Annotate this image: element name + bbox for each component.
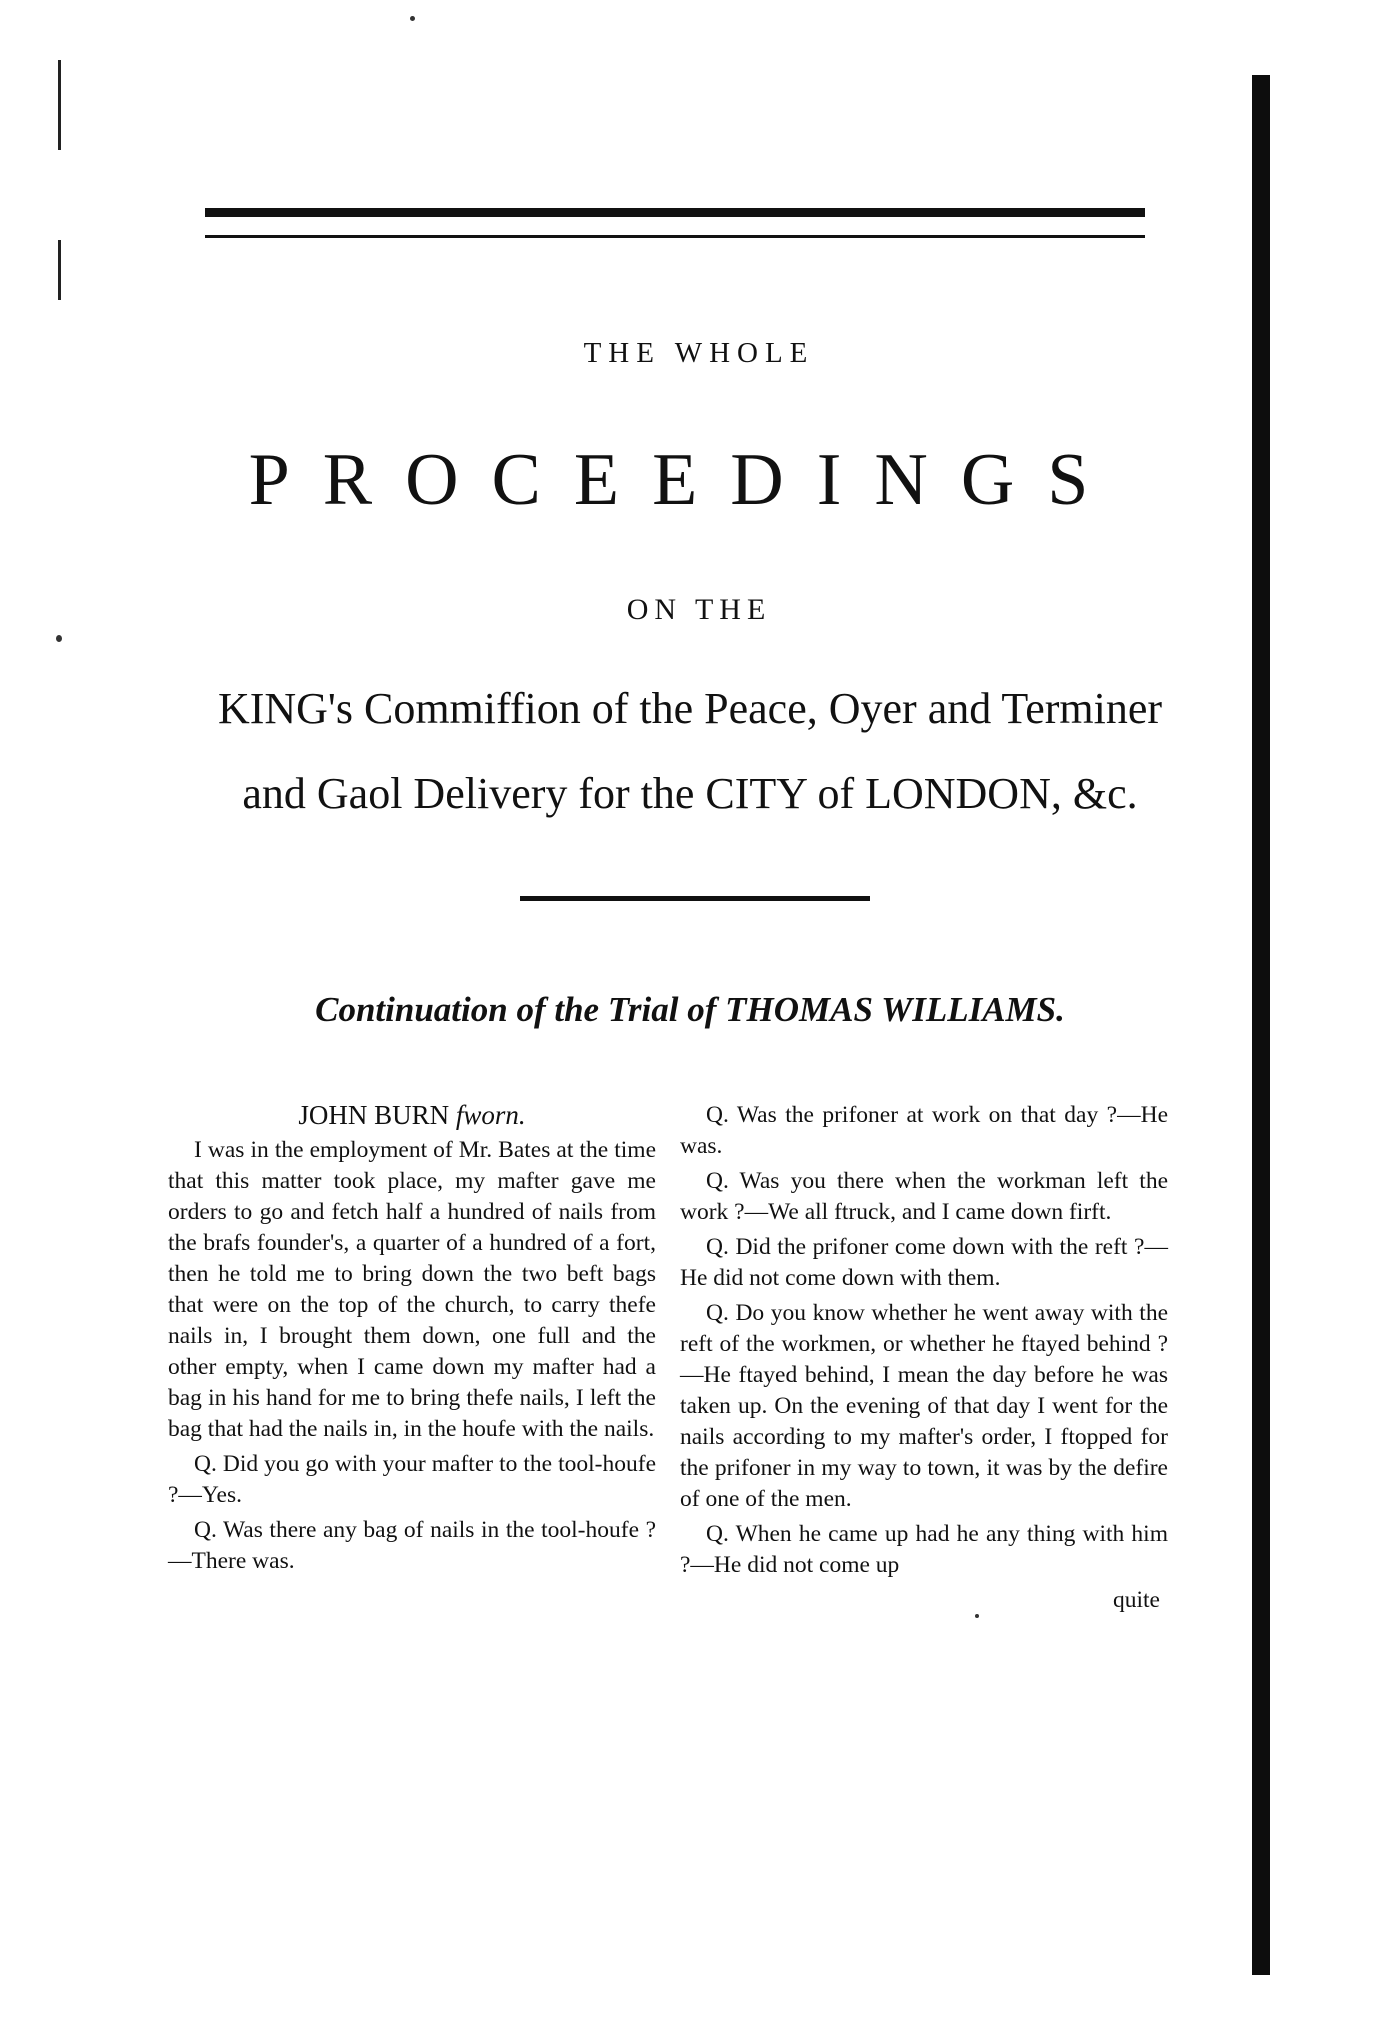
- title-proceedings: PROCEEDINGS: [248, 439, 1122, 521]
- question-paragraph: Q. Do you know whether he went away with the reft of the workmen, or whether he ftayed behind ?—He ftayed behind, I mean the day before he was taken up. On the evening of that day I went for the nails according to my mafter's order, I ftopped for the prifoner in my way to town, it was by the defire of one of the men.: [680, 1300, 1168, 1512]
- top-double-rule-thin: [205, 235, 1145, 238]
- scan-margin-mark: [58, 60, 61, 150]
- scan-speck: [975, 1614, 979, 1618]
- top-double-rule-thick: [205, 208, 1145, 217]
- title-divider-rule: [520, 896, 870, 901]
- scan-speck: [56, 635, 62, 642]
- title-kings-commission: KING's Commiffion of the Peace, Oyer and Terminer: [217, 684, 1163, 733]
- witness-sworn: fworn.: [455, 1100, 526, 1130]
- title-on-the: ON THE: [626, 593, 772, 626]
- testimony-paragraph: I was in the employment of Mr. Bates at the time that this matter took place, my mafter gave me orders to go and fetch half a hundred of nails from the brafs founder's, a quarter of a hundred of a fort, then he told me to bring down the two beft bags that were on the top of the church, to carry thefe nails in, I brought them down, one full and the other empty, when I came down my mafter had a bag in his hand for me to bring thefe nails, I left the bag that had the nails in, in the houfe with the nails.: [168, 1137, 656, 1442]
- witness-name: JOHN BURN: [298, 1100, 450, 1130]
- question-paragraph: Q. Was you there when the workman left the work ?—We all ftruck, and I came down firft.: [680, 1168, 1168, 1225]
- right-text-column: [680, 1100, 1168, 1620]
- title-the-whole: THE WHOLE: [583, 337, 815, 369]
- question-paragraph: Q. When he came up had he any thing with him ?—He did not come up: [680, 1521, 1168, 1578]
- witness-heading: [168, 1100, 656, 1131]
- scan-speck: [410, 16, 415, 21]
- title-gaol-delivery: and Gaol Delivery for the CITY of LONDON, &c.: [242, 769, 1138, 818]
- question-paragraph: Q. Was the prifoner at work on that day ?—He was.: [680, 1102, 1168, 1159]
- question-paragraph: Q. Did the prifoner come down with the reft ?—He did not come down with them.: [680, 1234, 1168, 1291]
- catchword: quite: [1113, 1587, 1160, 1613]
- scan-margin-mark: [58, 240, 61, 300]
- question-paragraph: Q. Was there any bag of nails in the tool-houfe ?—There was.: [168, 1517, 656, 1574]
- question-paragraph: Q. Did you go with your mafter to the tool-houfe ?—Yes.: [168, 1451, 656, 1508]
- section-title: Continuation of the Trial of THOMAS WILLIAMS.: [315, 990, 1065, 1029]
- left-text-column: [168, 1100, 656, 1581]
